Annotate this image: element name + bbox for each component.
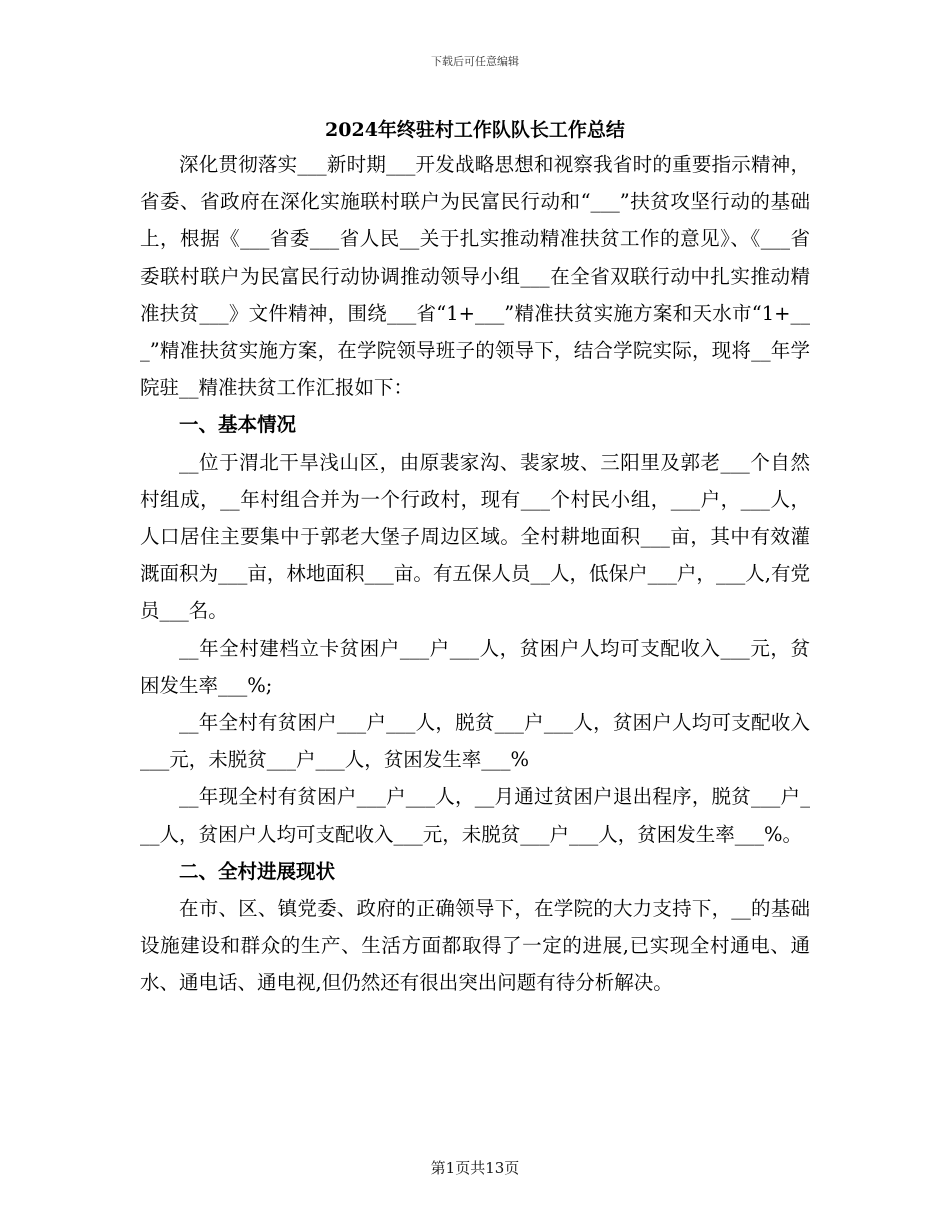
document-body	[140, 146, 810, 1002]
intro-paragraph: 深化贯彻落实___新时期___开发战略思想和视察我省时的重要指示精神，省委、省政府在深化实施联村联户为民富民行动和“___”扶贫攻坚行动的基础上，根据《___省委___省人民__关于扎实推动精准扶贫工作的意见》、《___省委联村联户为民富民行动协调推动领导小组___在全省双联行动中扎实推动精准扶贫___》文件精神，围绕___省“1+___”精准扶贫实施方案和天水市“1+___”精准扶贫实施方案，在学院领导班子的领导下，结合学院实际，现将__年学院驻__精准扶贫工作汇报如下：	[140, 153, 810, 400]
paragraph-poverty-stats-2: __年全村有贫困户___户___人，脱贫___户___人，贫困户人均可支配收入___元，未脱贫___户___人，贫困发生率___%	[140, 711, 810, 772]
section-heading-village-progress: 二、全村进展现状	[179, 859, 336, 883]
paragraph-poverty-stats-1: __年全村建档立卡贫困户___户___人，贫困户人均可支配收入___元，贫困发生率___%;	[140, 636, 810, 697]
document-title: 2024年终驻村工作队队长工作总结	[325, 119, 625, 141]
page-header-note: 下载后可任意编辑	[431, 55, 519, 68]
paragraph-village-progress: 在市、区、镇党委、政府的正确领导下，在学院的大力支持下，__的基础设施建设和群众的生产、生活方面都取得了一定的进展,已实现全村通电、通水、通电话、通电视,但仍然还有很出突出问题有待分析解决。	[140, 897, 810, 995]
page-number: 第1页共13页	[430, 1159, 520, 1177]
paragraph-poverty-stats-3: __年现全村有贫困户___户___人，__月通过贫困户退出程序，脱贫___户___人，贫困户人均可支配收入___元，未脱贫___户___人，贫困发生率___%。	[140, 785, 810, 846]
paragraph-village-overview: __位于渭北干旱浅山区，由原裴家沟、裴家坡、三阳里及郭老___个自然村组成，__年村组合并为一个行政村，现有___个村民小组，___户，___人，人口居住主要集中于郭老大堡子周边区域。全村耕地面积___亩，其中有效灌溉面积为___亩，林地面积___亩。有五保人员__人，低保户___户，___人,有党员___名。	[140, 450, 810, 623]
section-heading-basic-situation: 一、基本情况	[179, 413, 297, 437]
